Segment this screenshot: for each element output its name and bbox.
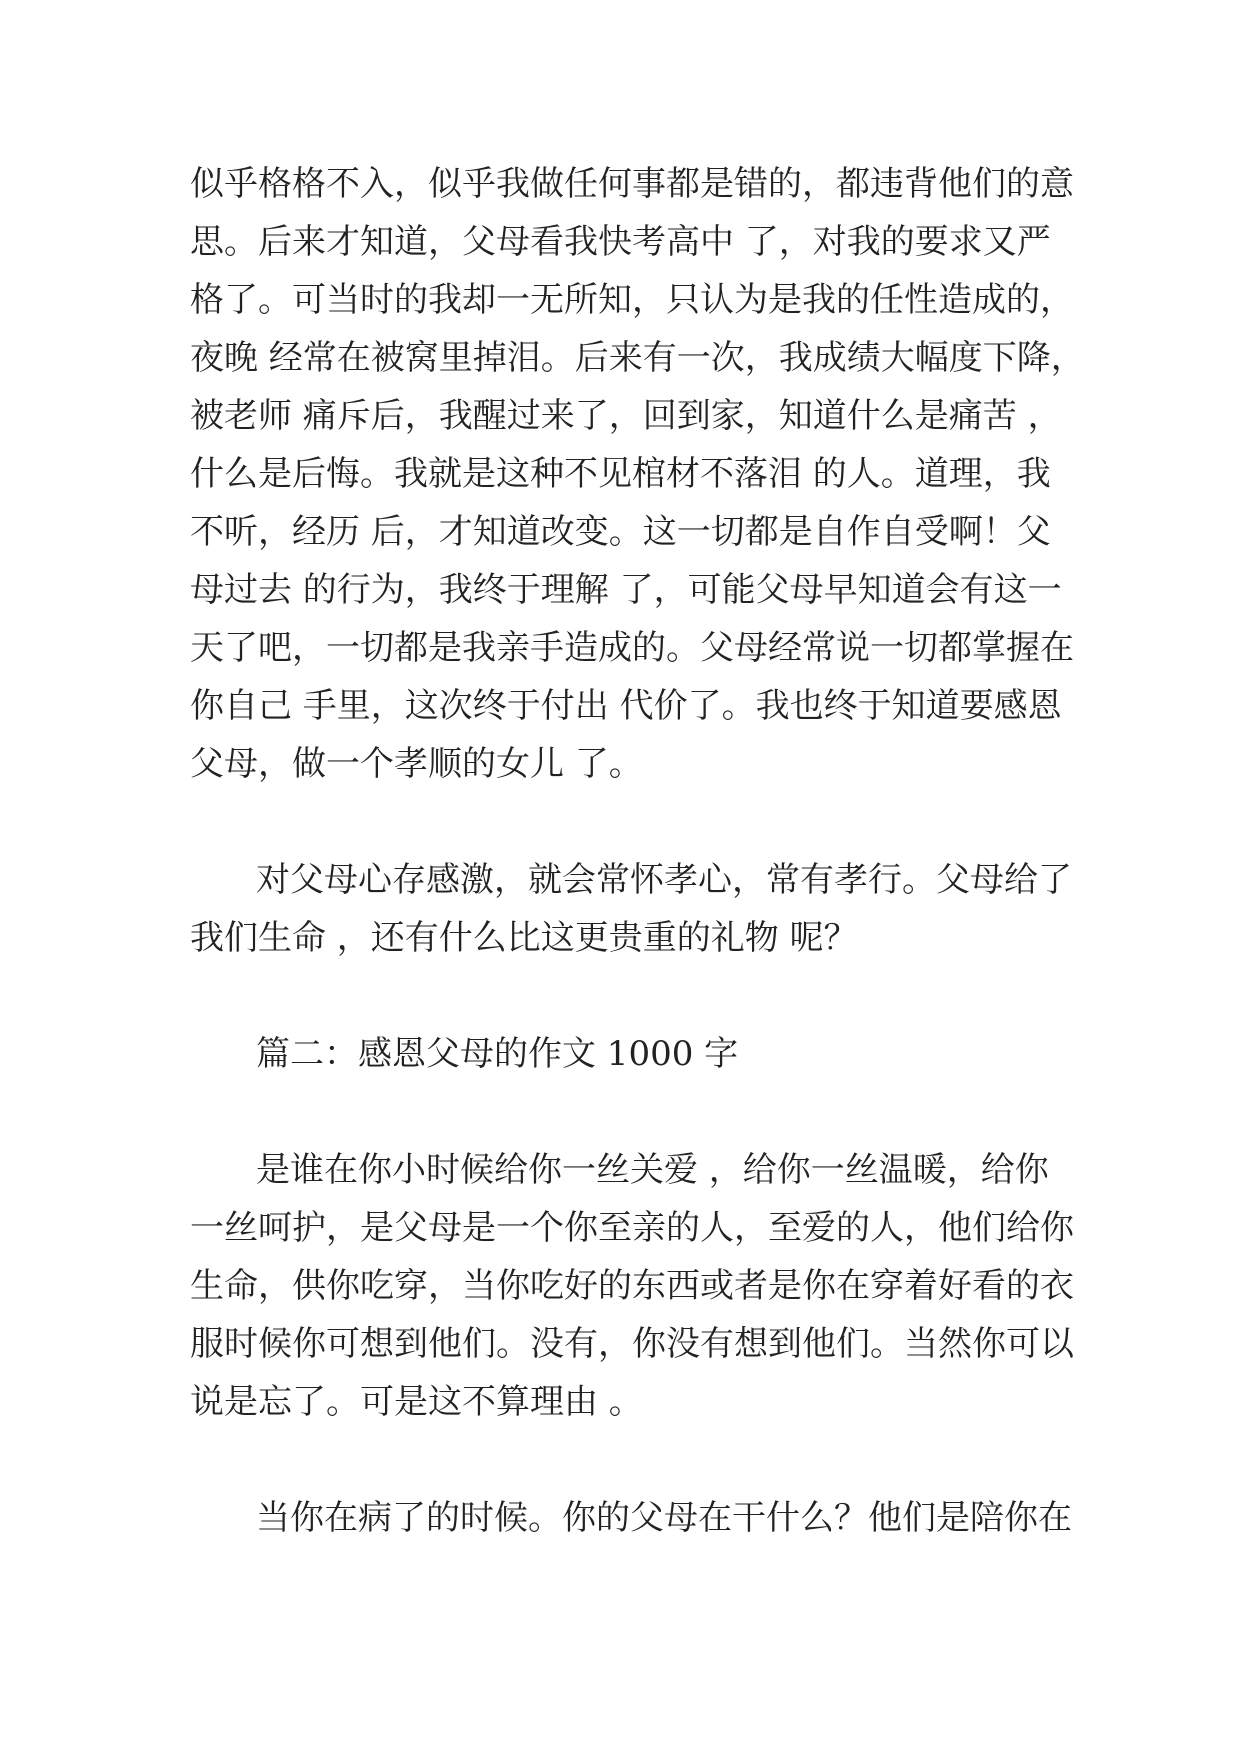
text-line: 父母，做一个孝顺的女儿 了。: [190, 744, 643, 784]
text-line: 思。后来才知道，父母看我快考高中 了，对我的要求又严: [190, 222, 1051, 262]
text-line: 你自己 手里，这次终于付出 代价了。我也终于知道要感恩: [190, 686, 1062, 726]
text-line: 似乎格格不入，似乎我做任何事都是错的，都违背他们的意: [190, 164, 1074, 204]
text-line: 我们生命 ，还有什么比这更贵重的礼物 呢？: [190, 918, 858, 958]
text-line: 当你在病了的时候。你的父母在干什么？他们是陪你在: [256, 1498, 1072, 1538]
text-line: 生命，供你吃穿，当你吃好的东西或者是你在穿着好看的衣: [190, 1266, 1074, 1306]
text-line: 什么是后悔。我就是这种不见棺材不落泪 的人。道理，我: [190, 454, 1051, 494]
text-line: 被老师 痛斥后，我醒过来了，回到家，知道什么是痛苦 ，: [190, 396, 1062, 436]
text-line: 夜晚 经常在被窝里掉泪。后来有一次，我成绩大幅度下降，: [190, 338, 1085, 378]
text-line: 母过去 的行为，我终于理解 了，可能父母早知道会有这一: [190, 570, 1062, 610]
text-line: 不听，经历 后，才知道改变。这一切都是自作自受啊！父: [190, 512, 1051, 552]
section-heading: 篇二：感恩父母的作文 1000 字: [256, 1034, 739, 1074]
text-line: 对父母心存感激，就会常怀孝心，常有孝行。父母给了: [256, 860, 1072, 900]
text-line: 说是忘了。可是这不算理由 。: [190, 1382, 643, 1422]
text-line: 服时候你可想到他们。没有，你没有想到他们。当然你可以: [190, 1324, 1074, 1364]
text-line: 天了吧，一切都是我亲手造成的。父母经常说一切都掌握在: [190, 628, 1074, 668]
text-line: 格了。可当时的我却一无所知，只认为是我的任性造成的，: [190, 280, 1074, 320]
text-line: 一丝呵护，是父母是一个你至亲的人，至爱的人，他们给你: [190, 1208, 1074, 1248]
text-line: 是谁在你小时候给你一丝关爱 ，给你一丝温暖，给你: [256, 1150, 1049, 1190]
